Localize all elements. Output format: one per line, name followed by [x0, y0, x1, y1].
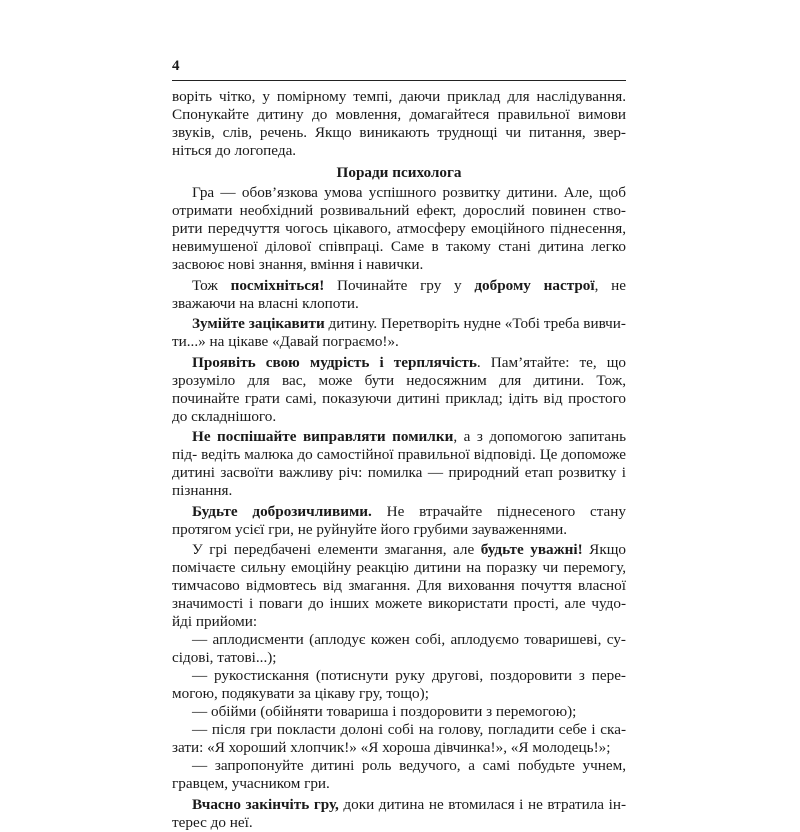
- bold-phrase: Не поспішайте виправляти помилки: [192, 428, 454, 445]
- bold-phrase: доброму настрої: [474, 276, 595, 294]
- text-line: зати: «Я хороший хлопчик!» «Я хороша дівчинка!», «Я молодець!»;: [172, 739, 611, 756]
- text-line: Спонукайте дитину до мовлення, домагайтеся правильної вимови: [172, 106, 626, 123]
- text-line: — обійми (обійняти товариша і поздоровити з перемогою);: [192, 703, 577, 720]
- text-run: , а з допомогою запитань під-: [172, 428, 626, 463]
- text-line: Гра — обов’язкова умова успішного розвитку дитини. Але, щоб: [192, 184, 626, 201]
- text-run: Починайте гру у: [324, 276, 475, 294]
- text-run: дитину. Перетворіть нудне «Тобі треба вивчи-: [324, 315, 626, 332]
- list-item-hugs: [172, 703, 626, 721]
- text-line: і пізнання.: [172, 464, 626, 499]
- text-line: воріть чітко, у помірному темпі, даючи приклад для наслідування.: [172, 88, 626, 105]
- text-line: ніться до логопеда.: [172, 142, 297, 159]
- text-line: значимості і поваги до інших можете використати прості, але чудо-: [172, 595, 626, 612]
- text-run: доки дитина не втомилася і не втратила ін-: [338, 795, 627, 813]
- bold-phrase: посміхніться!: [230, 276, 325, 294]
- paragraph-wisdom: [172, 354, 626, 426]
- page-number: 4: [172, 58, 180, 74]
- text-run: . Пам’ятайте: те, що зрозуміло: [172, 353, 626, 389]
- text-line: помічаєте сильну емоційну реакцію дитини на поразку чи перемогу,: [172, 559, 626, 576]
- page-body: [172, 88, 626, 832]
- text-line: гравцем, учасником гри.: [172, 775, 330, 792]
- text-line: йді прийоми:: [172, 613, 258, 630]
- paragraph-smile: [172, 277, 626, 313]
- text-line: на власні клопоти.: [239, 294, 359, 312]
- paragraph-game-importance: [172, 184, 626, 274]
- text-line: могою, подякувати за цікаву гру, тощо);: [172, 685, 429, 702]
- text-line: засвоює нові знання, вміння і навички.: [172, 256, 424, 273]
- text-line: рити передчуття чогось цікавого, атмосферу емоційного піднесення,: [172, 220, 626, 237]
- text-line: — рукостискання (потиснути руку другові, поздоровити з пере-: [192, 667, 626, 684]
- text-run: Не втрачайте піднесеного стану протягом: [172, 502, 626, 538]
- list-item-self-praise: [172, 721, 626, 757]
- bold-phrase: Будьте доброзичливими.: [192, 502, 372, 520]
- text-line: отримати необхідний розвивальний ефект, дорослий повинен ство-: [172, 202, 626, 219]
- text-line: сідові, татові...);: [172, 649, 277, 666]
- text-line: для вас, може бути недосяжним для дитини. Тож, починайте грати: [172, 371, 627, 407]
- text-line: — аплодисменти (аплодує кожен собі, аплодуємо товаришеві, су-: [192, 631, 626, 648]
- text-line: усієї гри, не руйнуйте його грубими зауваженнями.: [235, 520, 568, 538]
- bold-phrase: Проявіть свою мудрість і терплячість: [192, 353, 477, 371]
- paragraph-mistakes: [172, 428, 626, 500]
- paragraph-interest: [172, 315, 626, 351]
- paragraph-friendly: [172, 503, 626, 539]
- bold-phrase: Зумійте зацікавити: [192, 315, 325, 332]
- list-item-applause: [172, 631, 626, 667]
- list-item-handshake: [172, 667, 626, 703]
- list-item-leader-role: [172, 757, 626, 793]
- text-line: ведіть малюка до самостійної правильної відповіді. Це допоможе: [201, 446, 627, 463]
- text-line: — запропонуйте дитині роль ведучого, а самі побудьте учнем,: [192, 757, 626, 774]
- section-heading: Поради психолога: [336, 164, 462, 181]
- header-rule: [172, 80, 626, 81]
- text-run: , не зважаючи: [172, 276, 626, 312]
- text-line: ти...» на цікаве «Давай пограємо!».: [172, 333, 399, 350]
- bold-phrase: будьте уважні!: [480, 541, 583, 558]
- text-line: самі, показуючи дитині приклад; ідіть від простого до складнішого.: [172, 389, 627, 425]
- text-line: — після гри покласти долоні собі на голову, погладити себе і ска-: [192, 721, 626, 738]
- text-run: Якщо: [582, 541, 626, 558]
- text-line: тимчасово відмовтесь від змагання. Для виховання почуття власної: [172, 577, 626, 594]
- text-run: Тож: [192, 276, 231, 294]
- paragraph-finish-on-time: [172, 796, 626, 832]
- text-line: дитині засвоїти важливу річ: помилка — природний етап розвитку: [172, 464, 617, 481]
- text-line: звуків, слів, речень. Якщо виникають труднощі чи питання, звер-: [172, 124, 626, 141]
- paragraph-competition: [172, 541, 626, 631]
- text-line: невимушеної ділової співпраці. Саме в такому стані дитина легко: [172, 238, 626, 255]
- bold-phrase: Вчасно закінчіть гру,: [192, 795, 339, 813]
- text-line: терес до неї.: [172, 813, 253, 831]
- text-run: У грі передбачені елементи змагання, але: [192, 541, 481, 558]
- intro-paragraph: [172, 88, 626, 160]
